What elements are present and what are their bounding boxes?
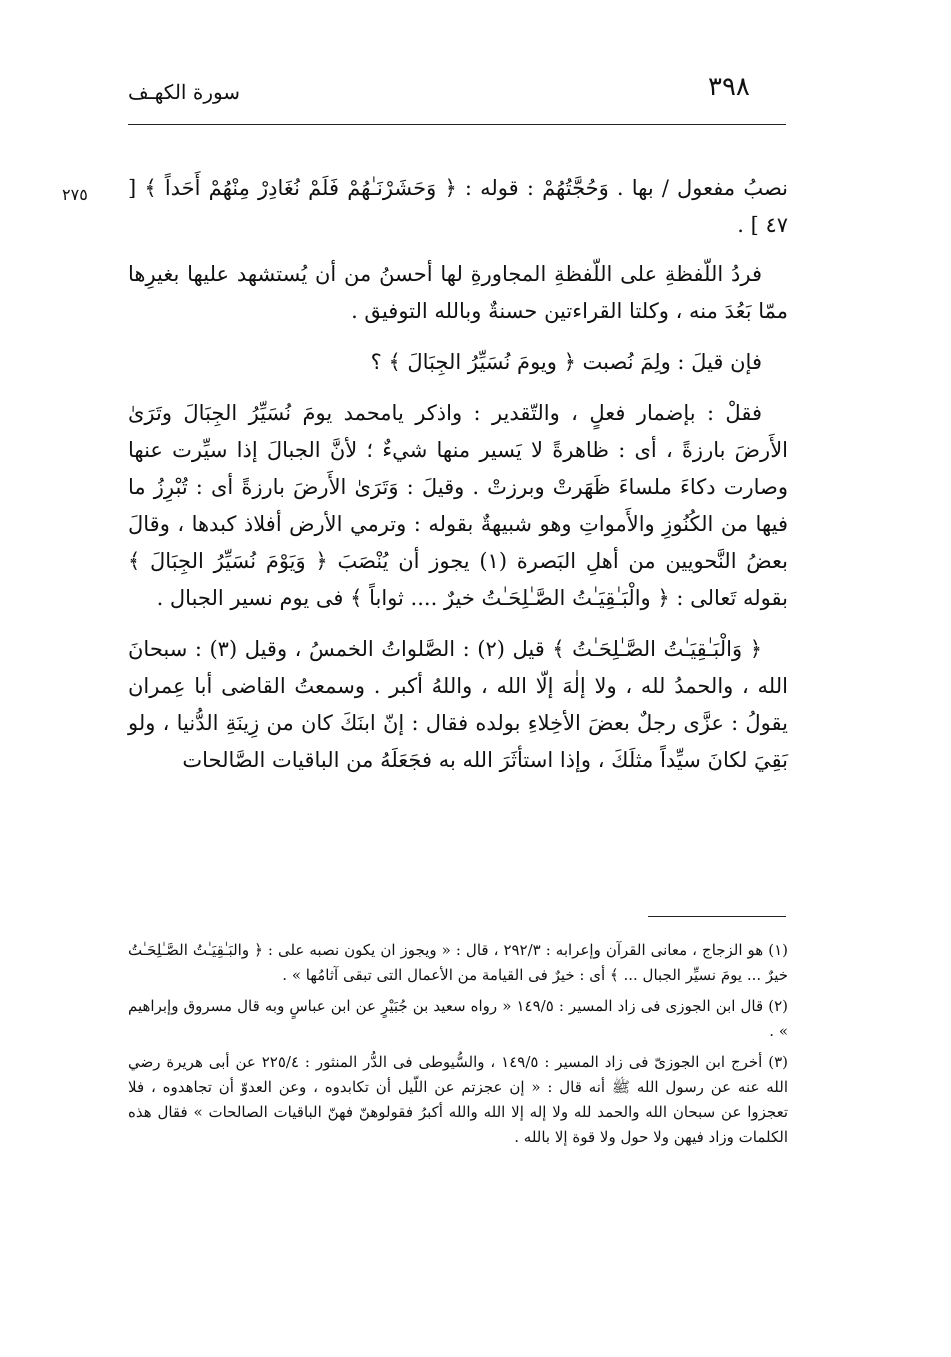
surah-title: سورة الكهـف [128,80,241,104]
footnote-2: (٢) قال ابن الجوزى فى زاد المسير : ١٤٩/٥ « رواه سعيد بن جُبَيْرٍ عن ابن عباسٍ وبه قال مسروق وإبراهيم » . [128,997,788,1040]
footnote-3: (٣) أخرج ابن الجوزىّ فى زاد المسير : ١٤٩/٥ ، والسُّيوطى فى الدُّر المنثور : ٢٢٥/٤ عن أبى هريرة رضي الله عنه عن رسول الله ﷺ أنه قال : « إن عجزتم عن اللّيل أن تكابدوه ، وعن العدوّ أن تجاهدوه ، فلا تعجزوا عن سبحان الله والحمد لله ولا إله إلا الله والله أكبرُ فقولوهنّ فهنّ الباقيات الصالحات » فقال هذه الكلمات وزاد فيهن ولا حول ولا قوة إلا بالله . [128,1053,788,1146]
paragraph-4: فقلْ : بإضمار فعلٍ ، والتّقدير : واذكر يامحمد يومَ نُسَيِّرُ الجِبَالَ وتَرَىٰ الأَرضَ بارزةً ، أى : ظاهرةً لا يَسير منها شيءٌ ؛ لأنَّ الجبالَ إذا سيِّرت عنها وصارت دكاءَ ملساءَ ظَهَرتْ وبرزتْ . وقيلَ : وَتَرَىٰ الأَرضَ بارزةً أى : تُبْرِزُ ما فيها من الكُنُوزِ والأَمواتِ وهو شبيهةٌ بقوله : وترمي الأرض أفلاذ كبدها ، وقالَ بعضُ النَّحويين من أهلِ البَصرة (١) يجوز أن يُنْصَبَ ﴿ وَيَوْمَ نُسَيِّرُ الجِبَالَ ﴾ بقوله تَعالى : ﴿ والْبَـٰقِيَـٰتُ الصَّـٰلِحَـٰتُ خيرٌ .... ثواباً ﴾ فى يوم نسير الجبال . [128,401,789,610]
paragraph-1: نصبُ مفعول / بها . وَحُجَّتُهُمْ : قوله : ﴿ وَحَشَرْنَـٰهُمْ فَلَمْ نُغَادِرْ مِنْهُمْ أَحَداً ﴾ [ ٤٧ ] . [128,176,788,237]
paragraph-5: ﴿ وَالْبَـٰقِيَـٰتُ الصَّـٰلِحَـٰتُ ﴾ قيل (٢) : الصَّلواتُ الخمسُ ، وقيل (٣) : سبحانَ الله ، والحمدُ لله ، ولا إلٰهَ إلّا الله ، واللهُ أكبر . وسمعتُ القاضى أبا عِمران يقولُ : عزَّى رجلٌ بعضَ الأخِلاءِ بولده فقال : إنّ ابنَكَ كان من زِينَةِ الدُّنيا ، ولو بَقِيَ لكانَ سيِّداً مثلَكَ ، وإذا استأثَرَ الله به فجَعَلَهُ من الباقيات الصَّالحات [128,637,788,772]
header-rule [128,124,786,125]
paragraph-2: فردُ اللّفظةِ على اللّفظةِ المجاورةِ لها أحسنُ من أن يُستشهد عليها بغيرِها ممّا بَعُدَ منه ، وكلتا القراءتين حسنةٌ وبالله التوفيق . [128,262,788,323]
page-number: ٣٩٨ [708,72,750,102]
margin-folio-number: ٢٧٥ [62,185,88,204]
footnote-1: (١) هو الزجاج ، معانى القرآن وإعرابه : ٢٩٢/٣ ، قال : « ويجوز ان يكون نصبه على : ﴿ والبَـٰقِيَـٰتُ الصَّـٰلِحَـٰتُ خيرٌ ... يومَ نسيِّر الجبال ... ﴾ أى : خيرٌ فى القيامة من الأعمال التى تبقى آثامُها » . [128,941,789,984]
footnote-rule [648,916,786,917]
footnotes [128,938,788,1156]
main-text [128,170,788,793]
paragraph-3: فإن قيلَ : ولِمَ نُصبت ﴿ ويومَ نُسَيِّرُ الجِبَالَ ﴾ ؟ [370,350,762,374]
